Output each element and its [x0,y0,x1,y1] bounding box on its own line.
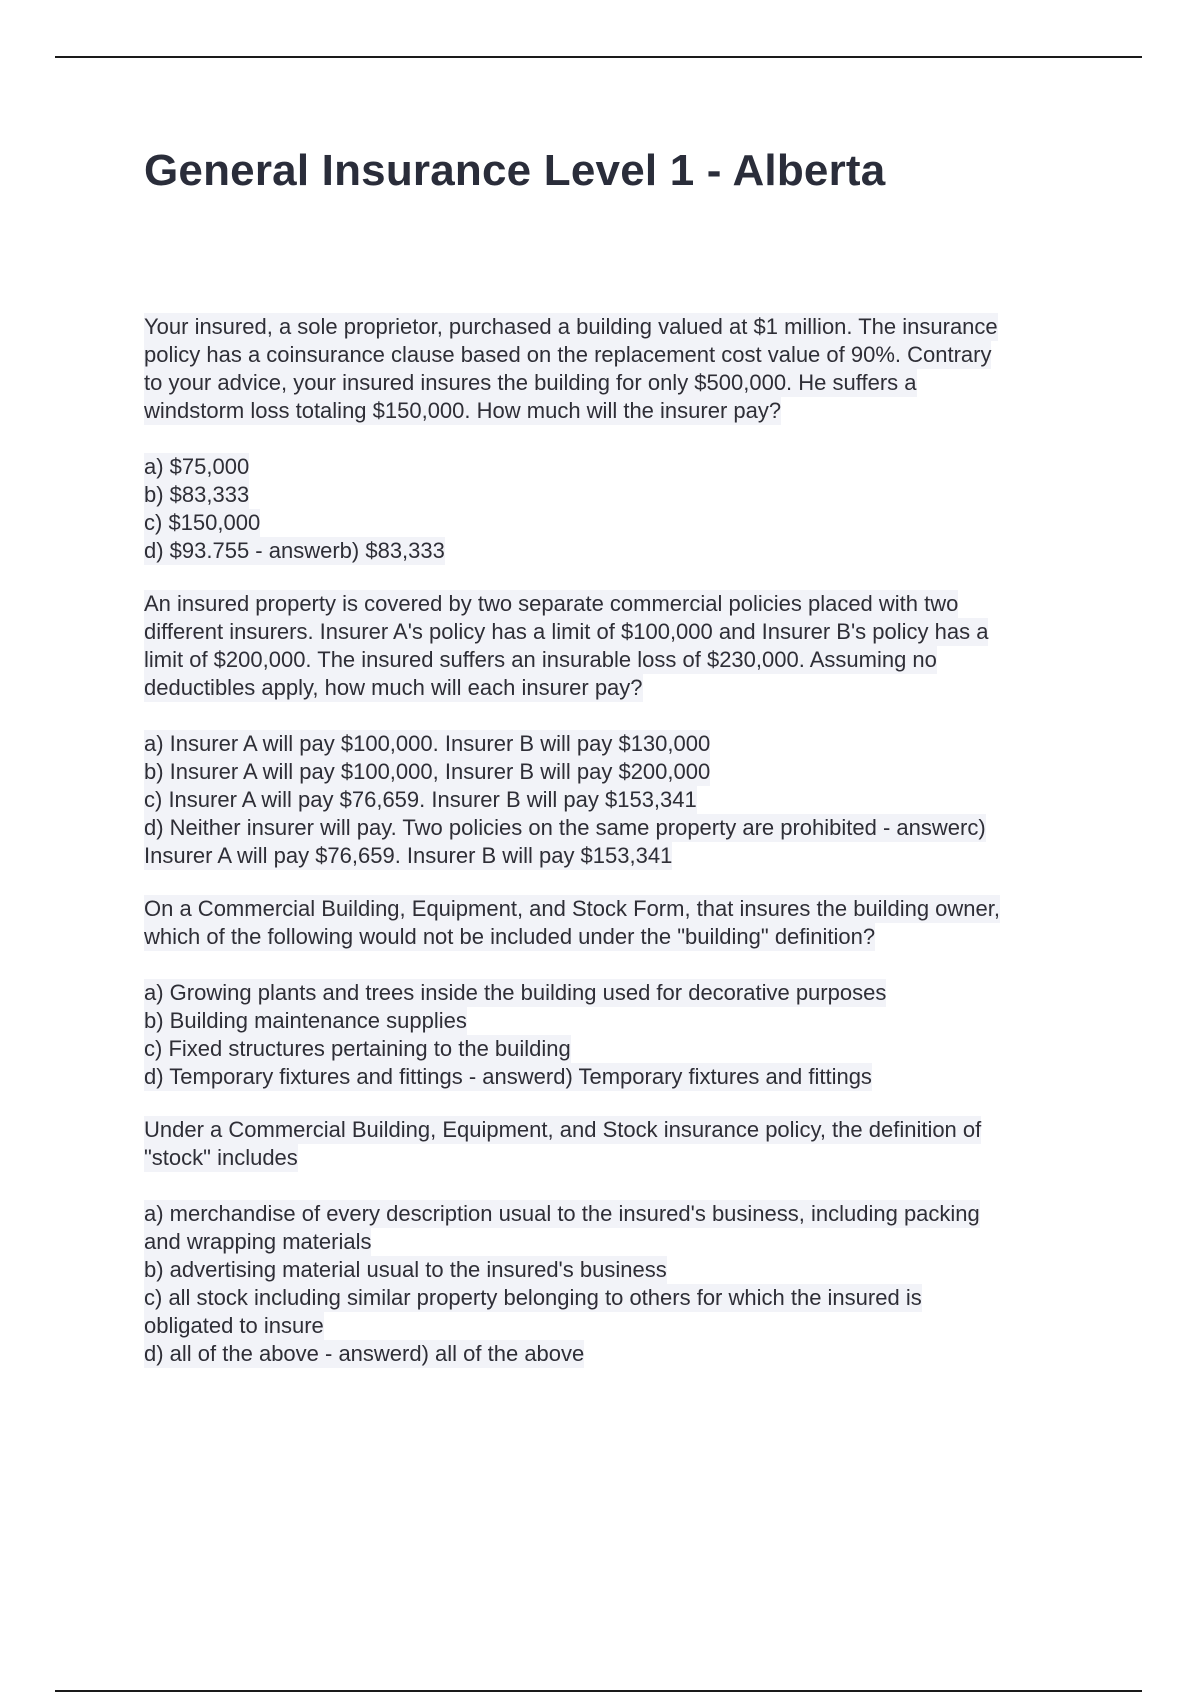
text-line: different insurers. Insurer A's policy has a limit of $100,000 and Insurer B's policy has a [144,619,989,644]
option-line: d) $93.755 - answerb) $83,333 [144,538,445,563]
option-line: b) Insurer A will pay $100,000, Insurer B will pay $200,000 [144,759,711,784]
option-line: c) Insurer A will pay $76,659. Insurer B will pay $153,341 [144,787,697,812]
text-line: which of the following would not be included under the "building" definition? [144,924,876,949]
text-line: to your advice, your insured insures the building for only $500,000. He suffers a [144,370,917,395]
answer-options [144,730,1094,870]
option-line: and wrapping materials [144,1229,372,1254]
option-line: d) Temporary fixtures and fittings - answerd) Temporary fixtures and fittings [144,1064,872,1089]
answer-options [144,979,1094,1091]
option-line: b) Building maintenance supplies [144,1008,467,1033]
option-line: b) $83,333 [144,482,250,507]
text-line: An insured property is covered by two separate commercial policies placed with two [144,591,959,616]
question-block-2 [144,590,1094,870]
option-line: c) $150,000 [144,510,261,535]
option-line: a) Growing plants and trees inside the building used for decorative purposes [144,980,887,1005]
option-line: b) advertising material usual to the insured's business [144,1257,667,1282]
text-line: Under a Commercial Building, Equipment, and Stock insurance policy, the definition of [144,1117,982,1142]
option-line: c) all stock including similar property belonging to others for which the insured is [144,1285,922,1310]
answer-options [144,453,1094,565]
question-text [144,590,1094,702]
question-block-1 [144,313,1094,565]
text-line: windstorm loss totaling $150,000. How much will the insurer pay? [144,398,782,423]
text-line: deductibles apply, how much will each insurer pay? [144,675,643,700]
top-rule [55,56,1142,58]
question-text [144,1116,1094,1172]
option-line: a) Insurer A will pay $100,000. Insurer B will pay $130,000 [144,731,711,756]
page-title: General Insurance Level 1 - Alberta [144,146,886,195]
option-line: c) Fixed structures pertaining to the building [144,1036,571,1061]
text-line: policy has a coinsurance clause based on the replacement cost value of 90%. Contrary [144,342,992,367]
option-line: a) merchandise of every description usual to the insured's business, including packing [144,1201,980,1226]
option-line: obligated to insure [144,1313,324,1338]
option-line: a) $75,000 [144,454,250,479]
text-line: "stock" includes [144,1145,298,1170]
question-block-4 [144,1116,1094,1368]
text-line: On a Commercial Building, Equipment, and Stock Form, that insures the building owner, [144,896,1000,921]
answer-options [144,1200,1094,1368]
text-line: limit of $200,000. The insured suffers an insurable loss of $230,000. Assuming no [144,647,937,672]
document-body [144,313,1094,1393]
option-line: d) Neither insurer will pay. Two policies on the same property are prohibited - answerc) [144,815,986,840]
bottom-rule [55,1690,1142,1692]
option-line: d) all of the above - answerd) all of the above [144,1341,585,1366]
option-line: Insurer A will pay $76,659. Insurer B will pay $153,341 [144,843,673,868]
question-block-3 [144,895,1094,1091]
question-text [144,313,1094,425]
question-text [144,895,1094,951]
text-line: Your insured, a sole proprietor, purchased a building valued at $1 million. The insurance [144,314,998,339]
